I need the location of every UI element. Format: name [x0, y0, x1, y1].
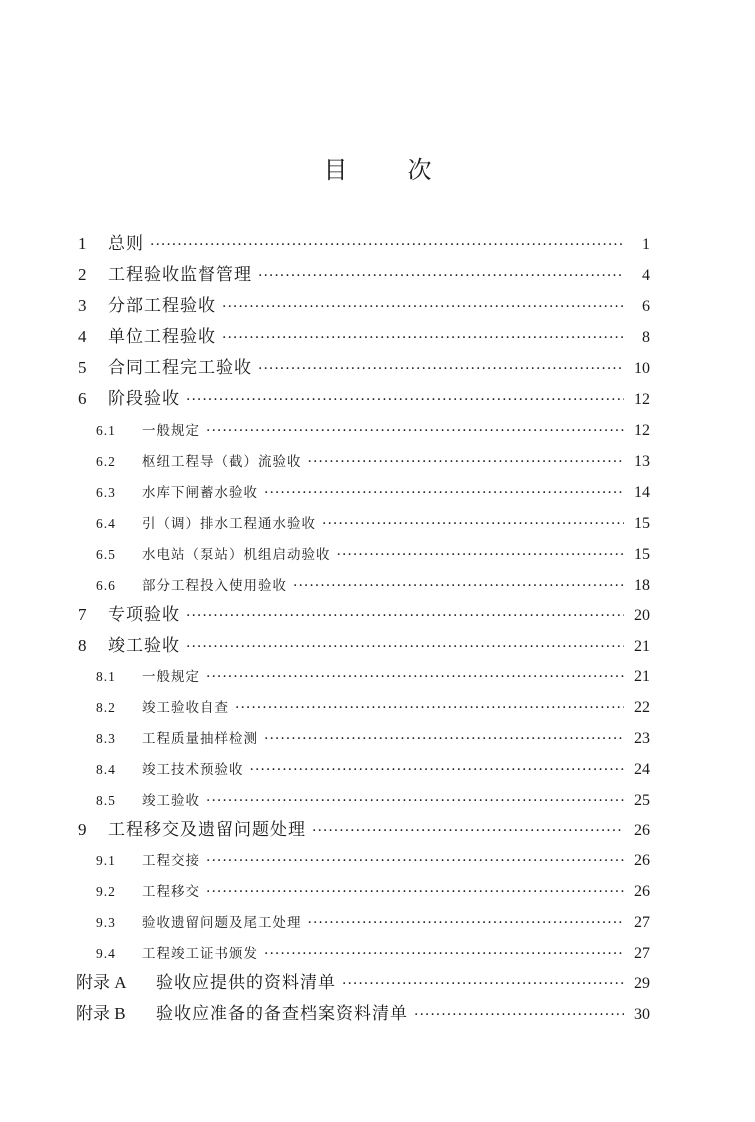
toc-page: 18 [634, 577, 650, 594]
toc-entry[interactable] [78, 817, 650, 843]
toc-entry[interactable] [96, 726, 650, 752]
toc-number: 6.1 [96, 423, 116, 438]
toc-number: 5 [78, 358, 87, 377]
toc-leader [206, 418, 624, 444]
toc-title: 分部工程验收 [108, 296, 216, 316]
toc-title: 竣工验收 [142, 793, 200, 809]
toc-number: 9.3 [96, 915, 116, 930]
toc-title: 部分工程投入使用验收 [142, 578, 287, 594]
toc-page: 22 [634, 699, 650, 716]
toc-page: 15 [634, 515, 650, 532]
toc-number: 2 [78, 265, 87, 284]
toc-number: 8 [78, 636, 87, 655]
toc-entry[interactable] [76, 970, 650, 996]
toc-entry[interactable] [78, 324, 650, 350]
toc-leader [264, 480, 624, 506]
toc-number: 6.6 [96, 578, 116, 593]
toc-page: 27 [634, 945, 650, 962]
toc-title: 工程竣工证书颁发 [142, 946, 258, 962]
toc-number: 9 [78, 820, 87, 839]
toc-number: 8.3 [96, 731, 116, 746]
toc-page: 8 [642, 329, 650, 346]
toc-entry[interactable] [78, 386, 650, 412]
toc-page: 26 [634, 883, 650, 900]
toc-leader [222, 324, 624, 351]
toc-page: 4 [642, 267, 650, 284]
toc-entry[interactable] [96, 757, 650, 783]
toc-leader [322, 511, 624, 537]
toc-leader [206, 664, 624, 690]
toc-leader [206, 788, 624, 814]
toc-page: 27 [634, 914, 650, 931]
toc-title: 一般规定 [142, 669, 200, 685]
toc-number: 6.5 [96, 547, 116, 562]
toc-number: 9.2 [96, 884, 116, 899]
toc-number: 附录 A [76, 973, 127, 992]
toc-number: 8.1 [96, 669, 116, 684]
toc-entry[interactable] [78, 602, 650, 628]
toc-leader [308, 910, 625, 936]
toc-number: 6.3 [96, 485, 116, 500]
toc-title: 合同工程完工验收 [108, 358, 252, 378]
toc-page: 6 [642, 298, 650, 315]
toc-title: 竣工验收自查 [142, 700, 229, 716]
toc-leader [206, 879, 624, 905]
toc-page: 12 [634, 422, 650, 439]
title-char-1: 目 [323, 156, 348, 184]
toc-title: 工程交接 [142, 853, 200, 869]
toc-page: 20 [634, 607, 650, 624]
toc-title: 竣工技术预验收 [142, 762, 244, 778]
toc-entry[interactable] [96, 848, 650, 874]
toc-page: 25 [634, 792, 650, 809]
toc-title: 专项验收 [108, 605, 180, 625]
toc-number: 3 [78, 296, 87, 315]
toc-title: 水库下闸蓄水验收 [142, 485, 258, 501]
toc-entry[interactable] [96, 542, 650, 568]
toc-entry[interactable] [78, 231, 650, 257]
toc-number: 9.1 [96, 853, 116, 868]
toc-title: 工程质量抽样检测 [142, 731, 258, 747]
toc-leader [186, 633, 624, 660]
toc-entry[interactable] [78, 633, 650, 659]
toc-title: 枢纽工程导（截）流验收 [142, 454, 302, 470]
toc-page: 21 [634, 638, 650, 655]
toc-page: 21 [634, 668, 650, 685]
toc-leader [258, 355, 624, 382]
toc-number: 6 [78, 389, 87, 408]
toc-leader [293, 573, 624, 599]
toc-leader [150, 231, 624, 258]
toc-leader [206, 848, 624, 874]
toc-title: 验收应准备的备查档案资料清单 [156, 1004, 408, 1024]
toc-entry[interactable] [96, 449, 650, 475]
toc-leader [235, 695, 624, 721]
toc-page: 14 [634, 484, 650, 501]
toc-entry[interactable] [78, 293, 650, 319]
toc-entry[interactable] [96, 879, 650, 905]
toc-number: 8.2 [96, 700, 116, 715]
toc-number: 6.4 [96, 516, 116, 531]
toc-page: 26 [634, 852, 650, 869]
toc-title: 引（调）排水工程通水验收 [142, 516, 316, 532]
toc-page: 26 [634, 822, 650, 839]
toc-leader [250, 757, 625, 783]
toc-number: 8.5 [96, 793, 116, 808]
toc-number: 8.4 [96, 762, 116, 777]
toc-entry[interactable] [78, 262, 650, 288]
toc-page: 13 [634, 453, 650, 470]
toc-number: 1 [78, 234, 87, 253]
toc-leader [222, 293, 624, 320]
toc-title: 验收应提供的资料清单 [156, 973, 336, 993]
toc-title: 工程移交 [142, 884, 200, 900]
title-char-2: 次 [407, 156, 432, 184]
toc-title: 竣工验收 [108, 636, 180, 656]
toc-entry[interactable] [96, 941, 650, 967]
toc-entry[interactable] [96, 573, 650, 599]
toc-entry[interactable] [96, 695, 650, 721]
toc-leader [342, 970, 624, 997]
toc-leader [308, 449, 625, 475]
toc-page: 29 [634, 975, 650, 992]
toc-page: 1 [642, 236, 650, 253]
toc-leader [414, 1001, 624, 1028]
toc-page: 30 [634, 1006, 650, 1023]
toc-number: 4 [78, 327, 87, 346]
toc-title: 工程验收监督管理 [108, 265, 252, 285]
toc-number: 9.4 [96, 946, 116, 961]
toc-title: 水电站（泵站）机组启动验收 [142, 547, 331, 563]
toc-entry[interactable] [96, 664, 650, 690]
toc-page: 10 [634, 360, 650, 377]
toc-entry[interactable] [96, 418, 650, 444]
toc-number: 附录 B [76, 1004, 126, 1023]
toc-leader [186, 602, 624, 629]
toc-entry[interactable] [96, 910, 650, 936]
toc-title: 总则 [108, 234, 144, 254]
toc-page: 15 [634, 546, 650, 563]
toc-leader [264, 726, 624, 752]
toc-leader [337, 542, 625, 568]
toc-leader [264, 941, 624, 967]
toc-entry[interactable] [96, 511, 650, 537]
toc-title: 单位工程验收 [108, 327, 216, 347]
toc-entry[interactable] [96, 480, 650, 506]
toc-page: 12 [634, 391, 650, 408]
toc-leader [258, 262, 624, 289]
toc-title: 工程移交及遗留问题处理 [108, 820, 306, 840]
toc-page: 24 [634, 761, 650, 778]
toc-leader [186, 386, 624, 413]
toc-number: 6.2 [96, 454, 116, 469]
toc-title: 验收遗留问题及尾工处理 [142, 915, 302, 931]
toc-title: 阶段验收 [108, 389, 180, 409]
toc-entry[interactable] [96, 788, 650, 814]
toc-title: 一般规定 [142, 423, 200, 439]
toc-entry[interactable] [76, 1001, 650, 1027]
toc-leader [312, 817, 624, 844]
toc-page: 23 [634, 730, 650, 747]
toc-entry[interactable] [78, 355, 650, 381]
toc-number: 7 [78, 605, 87, 624]
